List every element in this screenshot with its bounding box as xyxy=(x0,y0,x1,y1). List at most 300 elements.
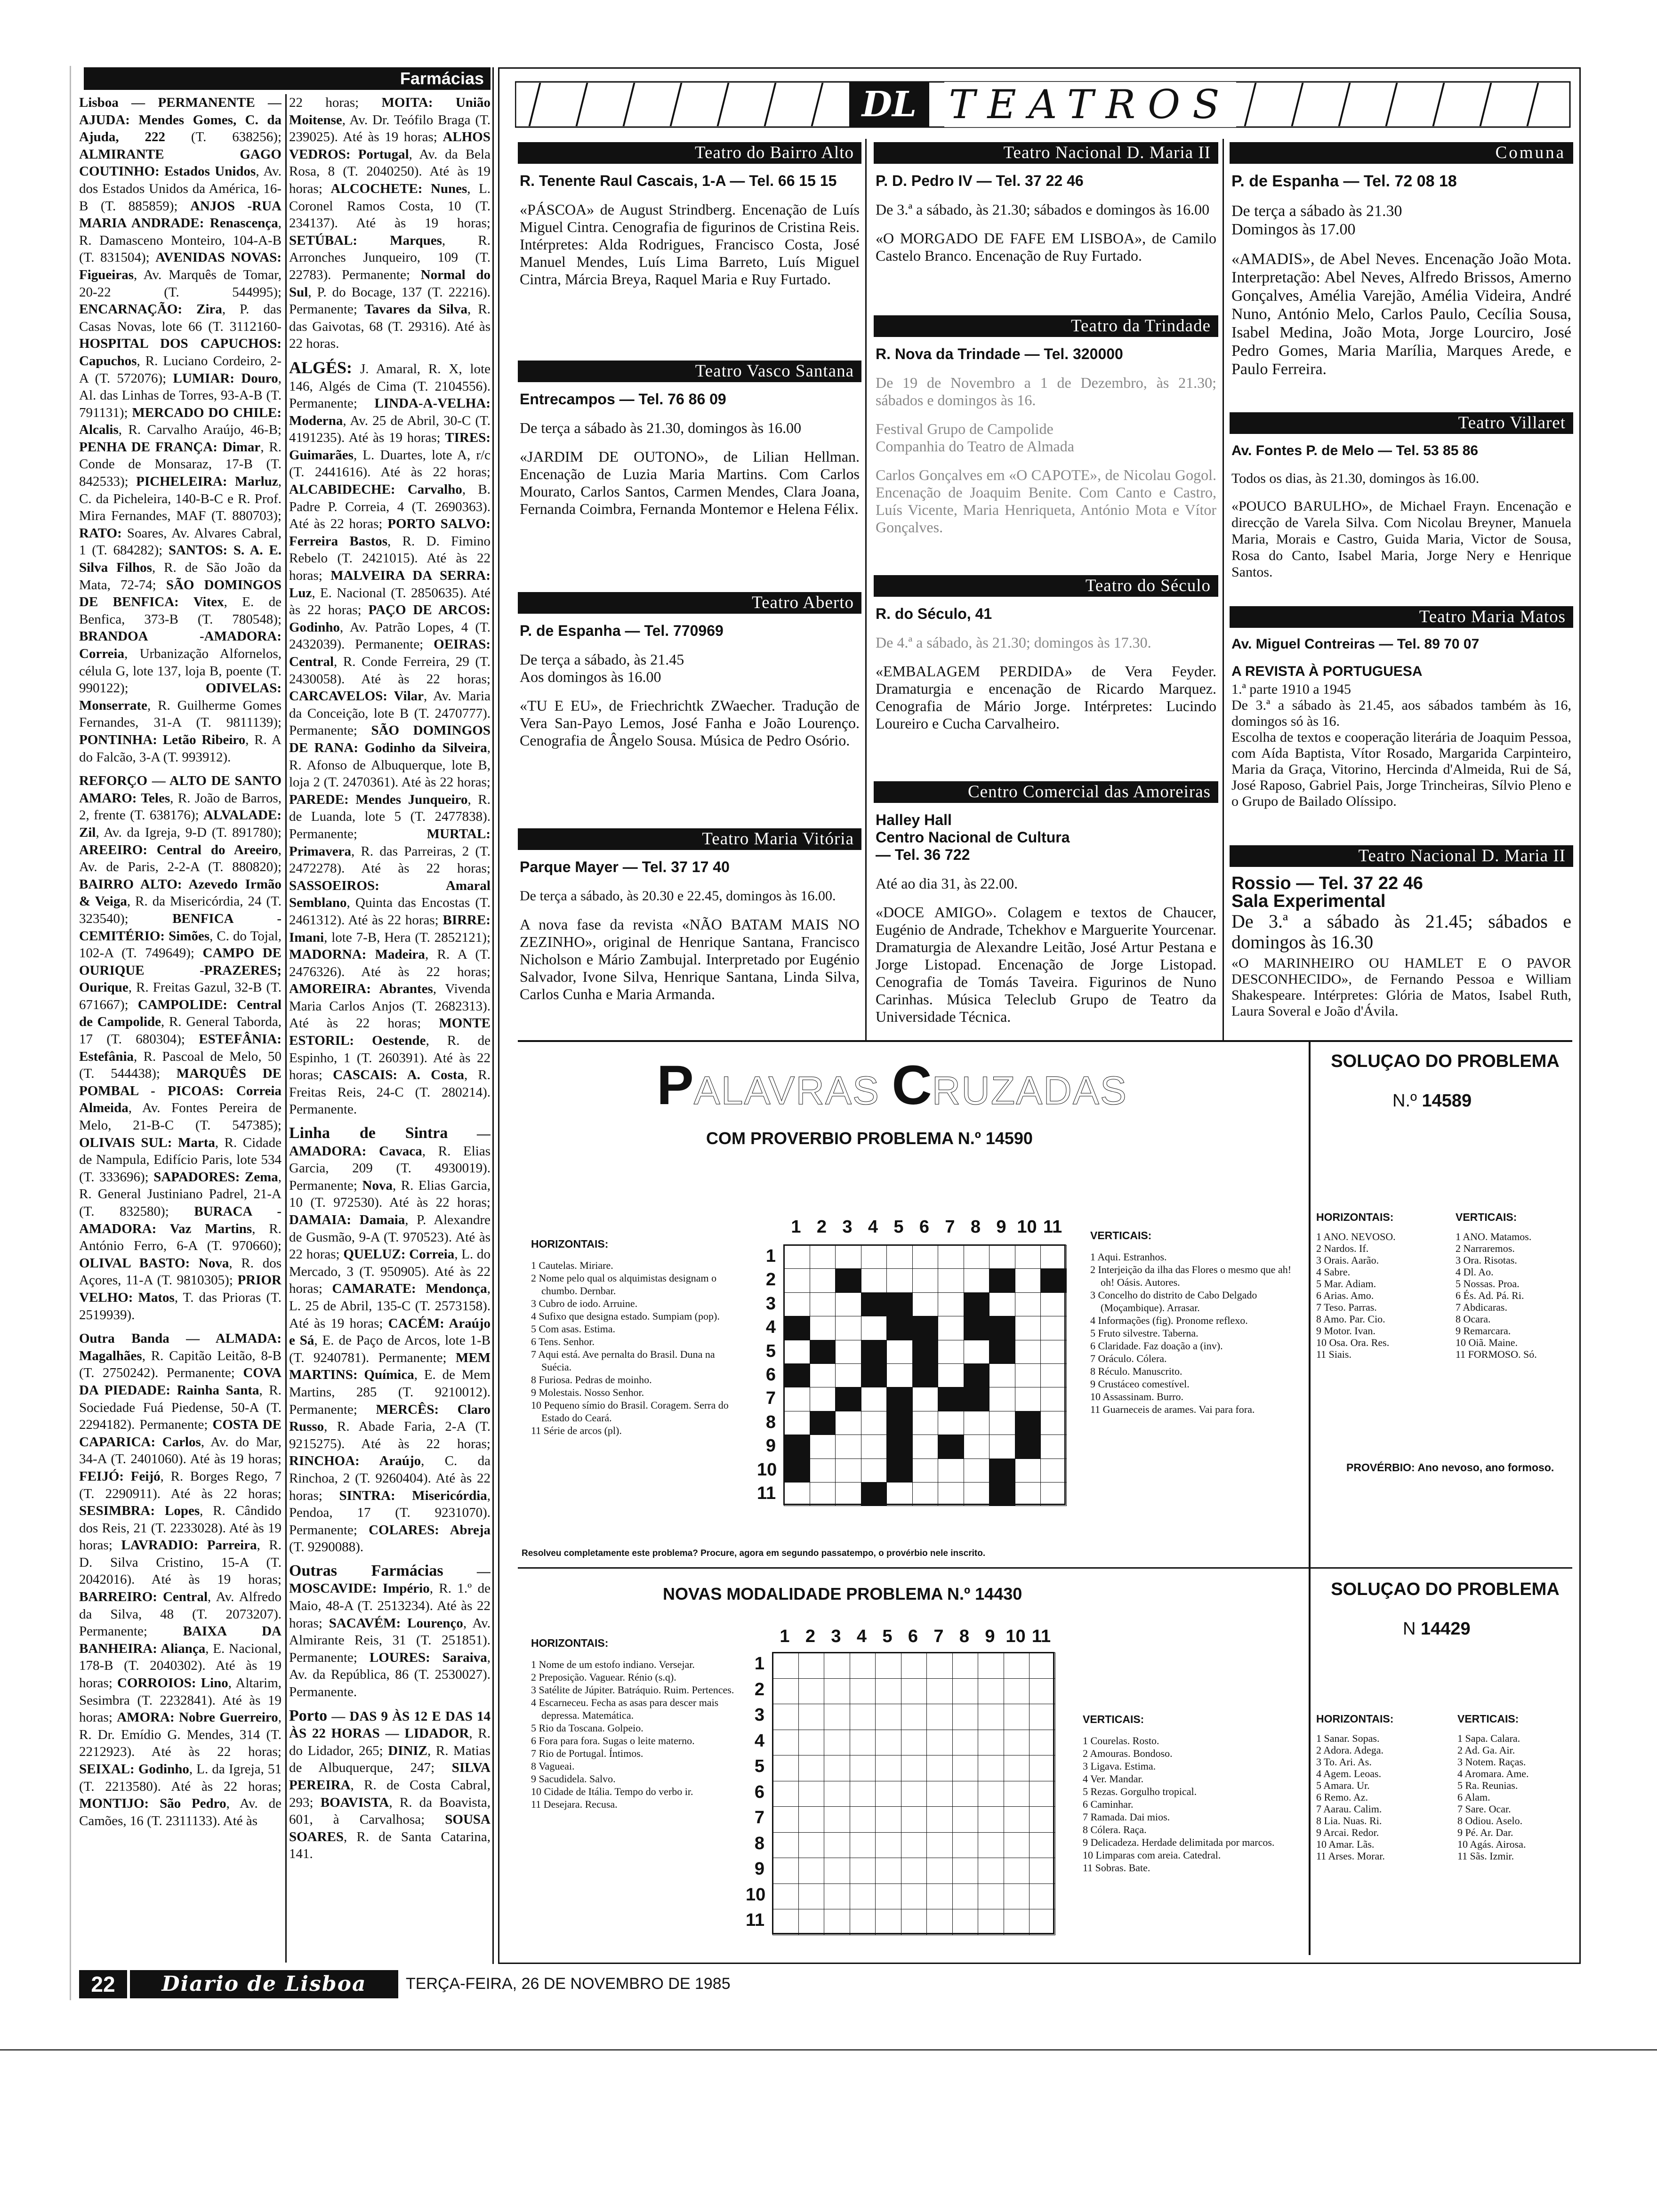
theatre-name: Centro Comercial das Amoreiras xyxy=(874,781,1218,803)
solution-entry: 9 Pé. Ar. Dar. xyxy=(1457,1827,1513,1838)
clue: 8 Vagueai. xyxy=(531,1760,575,1772)
grid-cell xyxy=(798,1806,825,1833)
column-number: 9 xyxy=(996,1217,1006,1237)
theatre-trindade xyxy=(874,315,1218,560)
grid-cell xyxy=(978,1704,1004,1730)
theatre-name: Teatro Maria Vitória xyxy=(518,828,861,850)
theatre-description: Carlos Gonçalves em «O CAPOTE», de Nicolau Gogol. Encenação de Joaquim Benite. Com Canto e Castro, Luís Vicente, Maria Henriqueta, António Mota e Vítor Gonçalves. xyxy=(876,466,1216,536)
grid-cell xyxy=(810,1292,836,1316)
grid-cell xyxy=(952,1755,979,1781)
theatre-description: 1.ª parte 1910 a 1945 De 3.ª a sábado às 21.45, aos sábados também às 16, domingos só às 16. Escolha de textos e cooperação literária de Joaquim Pessoa, com Aída Baptista, Vítor Rosado, Margarida Carpinteiro, Maria da Graça, Vitorino, Hercinda d'Almeida, Rui de Sá, José Raposo, Gabriel Pais, Jorge Trincheiras, Sílvio Pleno e o Grupo de Bailado Olíssipo. xyxy=(1231,681,1571,809)
clue: 8 Réculo. Manuscrito. xyxy=(1090,1365,1182,1377)
solution-entry: 3 Notem. Raças. xyxy=(1457,1756,1526,1768)
grid-cell xyxy=(1029,1806,1055,1833)
grid-cell xyxy=(952,1883,979,1910)
column-number: 11 xyxy=(1031,1627,1051,1646)
clue: 1 Cautelas. Miriare. xyxy=(531,1259,613,1271)
grid-cell xyxy=(784,1268,810,1292)
grid-cell xyxy=(1029,1909,1055,1935)
solution2-number xyxy=(1403,1619,1471,1639)
grid-cell xyxy=(938,1411,964,1435)
grid-cell xyxy=(886,1245,913,1269)
theatre-description: A nova fase da revista «NÃO BATAM MAIS NO ZEZINHO», original de Henrique Santana, Francisco Nicholson e Mário Zambujal. Interpretado por Eugénio Salvador, Ivone Silva, Henrique Santana, Linda Silva, Carlos Cunha e Maria Armanda. xyxy=(520,916,860,1002)
problem-divider xyxy=(518,1567,1309,1569)
column-number: 7 xyxy=(945,1217,955,1237)
row-number: 3 xyxy=(754,1705,764,1725)
number-value: 14589 xyxy=(1422,1091,1472,1111)
grid-cell xyxy=(824,1781,850,1807)
grid-cell xyxy=(926,1832,953,1859)
solution-entry: 7 Abdicaras. xyxy=(1456,1301,1507,1313)
clue: 9 Molestais. Nosso Senhor. xyxy=(531,1387,644,1398)
grid-cell xyxy=(1040,1245,1067,1269)
solution-entry: 5 Mar. Adiam. xyxy=(1316,1278,1376,1290)
grid-cell xyxy=(835,1482,861,1506)
grid-cell xyxy=(850,1781,876,1807)
clue: 2 Nome pelo qual os alquimistas designam o chumbo. Dernbar. xyxy=(531,1272,717,1297)
grid-cell xyxy=(926,1678,953,1705)
clue: 4 Informações (fig). Pronome reflexo. xyxy=(1090,1314,1248,1326)
grid-cell xyxy=(772,1858,799,1884)
grid-cell xyxy=(901,1806,927,1833)
grid-cell xyxy=(835,1459,861,1483)
grid-cell xyxy=(784,1340,810,1364)
grid-cell xyxy=(938,1292,964,1316)
problem1-footer: Resolveu completamente este problema? Procure, agora em segundo passatempo, o provérbio nele inscrito. xyxy=(522,1548,986,1558)
banner-slat xyxy=(1244,83,1257,126)
grid-cell xyxy=(989,1387,1015,1411)
solution-entry: 2 Narraremos. xyxy=(1456,1242,1515,1254)
problem1-vertical-clues xyxy=(1090,1229,1292,1416)
grid-cell xyxy=(901,1909,927,1935)
row-number: 1 xyxy=(754,1654,764,1674)
column-number: 11 xyxy=(1043,1217,1062,1237)
theatre-address: R. Nova da Trindade — Tel. 320000 xyxy=(876,345,1123,362)
theatre-comuna xyxy=(1230,142,1573,406)
solution-entry: 9 Motor. Ivan. xyxy=(1316,1325,1375,1337)
banner-slat xyxy=(1527,83,1539,126)
column-number: 1 xyxy=(791,1217,801,1237)
grid-cell xyxy=(835,1292,861,1316)
row-number: 11 xyxy=(757,1483,776,1503)
theatres-banner xyxy=(515,79,1571,131)
theatre-description: «EMBALAGEM PERDIDA» de Vera Feyder. Dramaturgia e encenação de Ricardo Marquez. Cenografia de Mário Jorge. Intérpretes: Lucindo Loureiro e Cucha Carvalheiro. xyxy=(876,663,1216,732)
solution-entry: 4 Dl. Ao. xyxy=(1456,1266,1494,1278)
grid-cell xyxy=(886,1268,913,1292)
grid-cell xyxy=(912,1435,939,1459)
solution-entry: 6 Remo. Az. xyxy=(1316,1791,1368,1803)
grid-cell xyxy=(952,1806,979,1833)
theatre-address: P. de Espanha — Tel. 770969 xyxy=(520,622,724,639)
clue: 10 Assassinam. Burro. xyxy=(1090,1391,1183,1403)
grid-cell xyxy=(964,1387,990,1411)
theatre-name: Teatro Nacional D. Maria II xyxy=(1230,845,1573,867)
solution-entry: 11 Sãs. Izmir. xyxy=(1457,1850,1514,1862)
grid-cell xyxy=(964,1292,990,1316)
grid-cell xyxy=(938,1245,964,1269)
grid-cell xyxy=(1040,1387,1067,1411)
grid-cell xyxy=(772,1678,799,1705)
solution-entry: 4 Agem. Leoas. xyxy=(1316,1768,1382,1779)
solution-entry: 4 Aromara. Ame. xyxy=(1457,1768,1529,1779)
grid-cell xyxy=(901,1755,927,1781)
sol-heading: HORIZONTAIS: xyxy=(1316,1211,1394,1223)
grid-cell xyxy=(772,1883,799,1910)
grid-cell xyxy=(964,1482,990,1506)
theatre-address: P. D. Pedro IV — Tel. 37 22 46 xyxy=(876,172,1084,189)
grid-cell xyxy=(901,1704,927,1730)
banner-slat xyxy=(717,83,730,126)
row-number: 4 xyxy=(765,1317,776,1338)
row-number: 9 xyxy=(765,1436,776,1456)
grid-cell xyxy=(978,1755,1004,1781)
grid-cell xyxy=(938,1340,964,1364)
clue: 4 Ver. Mandar. xyxy=(1083,1773,1144,1785)
grid-cell xyxy=(798,1832,825,1859)
grid-cell xyxy=(1040,1340,1067,1364)
grid-cell xyxy=(875,1806,901,1833)
solution1-title: SOLUÇAO DO PROBLEMA xyxy=(1331,1051,1560,1071)
grid-cell xyxy=(989,1292,1015,1316)
clue: 9 Crustáceo comestível. xyxy=(1090,1378,1190,1390)
banner-slat xyxy=(764,83,777,126)
grid-cell xyxy=(912,1340,939,1364)
solution-entry: 11 Arses. Morar. xyxy=(1316,1850,1385,1862)
column-number: 4 xyxy=(868,1217,878,1237)
clue: 3 Concelho do distrito de Cabo Delgado (Moçambique). Arrasar. xyxy=(1090,1289,1257,1314)
theatre-name: Teatro Villaret xyxy=(1230,412,1573,434)
grid1-row-numbers xyxy=(757,1244,780,1505)
theatre-maria-matos xyxy=(1230,606,1573,842)
grid-cell xyxy=(835,1245,861,1269)
crossword-title xyxy=(657,1053,1174,1119)
grid-cell xyxy=(1004,1832,1030,1859)
solution-divider xyxy=(1309,1042,1311,1955)
clue: 3 Cubro de iodo. Arruine. xyxy=(531,1298,638,1309)
grid-cell xyxy=(964,1411,990,1435)
pharmacies-rule xyxy=(285,94,287,1963)
column-number: 8 xyxy=(959,1627,970,1646)
grid-cell xyxy=(978,1781,1004,1807)
grid-cell xyxy=(798,1704,825,1730)
column-number: 2 xyxy=(805,1627,816,1646)
grid-cell xyxy=(926,1909,953,1935)
row-number: 9 xyxy=(754,1859,764,1879)
row-number: 7 xyxy=(765,1388,776,1409)
theatre-description: «PÁSCOA» de August Strindberg. Encenação de Luís Miguel Cintra. Cenografia de figurinos de Cristina Reis. Intérpretes: Alda Rodrigues, Francisco Costa, José Manuel Mendes, Luís Lima Barreto, Luís Miguel Cintra, Márcia Breya, Raquel Maria e Ruy Furtado. xyxy=(520,201,860,288)
grid-cell xyxy=(1015,1316,1041,1340)
grid-cell xyxy=(861,1363,887,1387)
solution-entry: 3 Ora. Risotas. xyxy=(1456,1254,1517,1266)
clue: 9 Sacudidela. Salvo. xyxy=(531,1773,616,1785)
clue: 3 Ligava. Estima. xyxy=(1083,1760,1156,1772)
solution1-horizontal xyxy=(1316,1211,1448,1360)
theatre-name: Teatro Nacional D. Maria II xyxy=(874,142,1218,164)
grid-cell xyxy=(835,1387,861,1411)
solution-entry: 10 Oiã. Maine. xyxy=(1456,1337,1518,1348)
grid-cell xyxy=(1004,1730,1030,1756)
grid-cell xyxy=(1015,1268,1041,1292)
clue: 6 Claridade. Faz doação a (inv). xyxy=(1090,1340,1223,1352)
grid-cell xyxy=(875,1652,901,1679)
row-number: 3 xyxy=(765,1293,776,1314)
grid-cell xyxy=(1029,1730,1055,1756)
pharmacy-porto: Porto — DAS 9 ÀS 12 E DAS 14 ÀS 22 HORAS — LIDADOR, R. do Lidador, 265; DINIZ, R. Matias de Albuquerque, 247; SILVA PEREIRA, R. de Costa Cabral, 293; BOAVISTA, R. da Boavista, 601, à Carvalhosa; SOUSA SOARES, R. de Santa Catarina, 141. xyxy=(289,1707,491,1862)
problem1-horizontal-clues xyxy=(531,1238,739,1437)
grid-cell xyxy=(875,1909,901,1935)
grid-cell xyxy=(952,1858,979,1884)
banner-slat xyxy=(1480,83,1492,126)
grid-cell xyxy=(1015,1482,1041,1506)
grid-cell xyxy=(875,1755,901,1781)
column-number: 5 xyxy=(893,1217,904,1237)
row-number: 1 xyxy=(765,1246,776,1266)
solution-entry: 7 Aarau. Calim. xyxy=(1316,1803,1382,1815)
theatre-col-sep-1 xyxy=(865,139,867,1040)
theatre-name: Teatro do Século xyxy=(874,575,1218,597)
grid-cell xyxy=(964,1316,990,1340)
theatre-description: «AMADIS», de Abel Neves. Encenação João Mota. Interpretação: Abel Neves, Alfredo Brissos, Amerno Gonçalves, Amélia Varejão, Amélia Videira, André Nuno, António Melo, Carlos Paulo, Cecília Sousa, Isabel Medina, João Mota, Jorge Lourciro, José Pedro Gomes, Maria Marília, Marques Arede, e Paulo Ferreira. xyxy=(1231,250,1571,378)
sol-heading: VERTICAIS: xyxy=(1456,1211,1517,1223)
row-number: 5 xyxy=(765,1341,776,1361)
clue: 4 Sufixo que designa estado. Sumpiam (pop). xyxy=(531,1310,720,1322)
grid-cell xyxy=(1029,1678,1055,1705)
clues-heading: VERTICAIS: xyxy=(1083,1713,1144,1725)
column-number: 3 xyxy=(842,1217,853,1237)
crossword-grid-2 xyxy=(772,1652,1054,1934)
grid-cell xyxy=(1004,1652,1030,1679)
grid-cell xyxy=(1015,1387,1041,1411)
grid-cell xyxy=(1040,1459,1067,1483)
grid-cell xyxy=(912,1482,939,1506)
grid-cell xyxy=(861,1245,887,1269)
grid-cell xyxy=(978,1652,1004,1679)
grid-cell xyxy=(912,1459,939,1483)
grid-cell xyxy=(1015,1292,1041,1316)
problem1-subtitle: COM PROVERBIO PROBLEMA N.º 14590 xyxy=(706,1129,1033,1148)
solution-entry: 8 Lia. Nuas. Ri. xyxy=(1316,1815,1382,1827)
grid-cell xyxy=(926,1755,953,1781)
grid-cell xyxy=(784,1292,810,1316)
grid-cell xyxy=(772,1832,799,1859)
grid-cell xyxy=(810,1459,836,1483)
problem2-vertical-clues xyxy=(1083,1713,1290,1874)
grid-cell xyxy=(861,1340,887,1364)
grid-cell xyxy=(861,1292,887,1316)
grid-cell xyxy=(978,1858,1004,1884)
footer-date: TERÇA-FEIRA, 26 DE NOVEMBRO DE 1985 xyxy=(406,1975,731,1993)
sol-heading: HORIZONTAIS: xyxy=(1316,1713,1394,1725)
grid-cell xyxy=(989,1340,1015,1364)
grid-cell xyxy=(772,1704,799,1730)
banner-slat xyxy=(670,83,683,126)
grid-cell xyxy=(835,1316,861,1340)
clue: 2 Interjeição da ilha das Flores o mesmo que ah! oh! Oásis. Autores. xyxy=(1090,1264,1292,1288)
grid-cell xyxy=(926,1883,953,1910)
grid-cell xyxy=(938,1387,964,1411)
pharmacy-outra-banda: Outra Banda — ALMADA: Magalhães, R. Capitão Leitão, 8-B (T. 2750242). Permanente; COVA DA PIEDADE: Rainha Santa, R. Sociedade Fuá Piedense, 50-A (T. 2294182). Permanente; COSTA DE CAPARICA: Carlos, Av. do Mar, 34-A (T. 2401060). Até às 19 horas; FEIJÓ: Feijó, R. Borges Rego, 7 (T. 2290911). Até às 22 horas; SESIMBRA: Lopes, R. Cândido dos Reis, 21 (T. 2233028). Até às 19 horas; LAVRADIO: Parreira, R. D. Silva Cristino, 15-A (T. 2042016). Até às 19 horas; BARREIRO: Central, Av. Alfredo da Silva, 48 (T. 2073207). Permanente; BAIXA DA BANHEIRA: Aliança, E. Nacional, 178-B (T. 2040302). Até às 19 horas; CORROIOS: Lino, Altarim, Sesimbra (T. 2232841). Até às 19 horas; AMORA: Nobre Guerreiro, R. Dr. Emídio G. Mendes, 314 (T. 2212923). Até às 22 horas; SEIXAL: Godinho, L. da Igreja, 51 (T. 2213580). Até às 22 horas; MONTIJO: São Pedro, Av. de Camões, 16 (T. 2311133). Até às xyxy=(79,1331,282,1828)
theatre-dmaria-ii-experimental xyxy=(1230,845,1573,1038)
grid-cell xyxy=(938,1316,964,1340)
number-prefix: N.º xyxy=(1392,1091,1417,1111)
theatre-name: Teatro Vasco Santana xyxy=(518,361,861,382)
grid-cell xyxy=(798,1781,825,1807)
grid-cell xyxy=(810,1340,836,1364)
grid-cell xyxy=(901,1730,927,1756)
solution1-proverb: PROVÉRBIO: Ano nevoso, ano formoso. xyxy=(1346,1461,1554,1474)
banner-logo: DL xyxy=(849,82,929,127)
row-number: 7 xyxy=(754,1808,764,1827)
theatre-schedule: De 3.ª a sábado às 21.45; sábados e domingos às 16.30 xyxy=(1231,911,1571,953)
column-number: 3 xyxy=(831,1627,841,1646)
clue: 7 Oráculo. Cólera. xyxy=(1090,1353,1167,1364)
grid-cell xyxy=(850,1730,876,1756)
banner-slat xyxy=(1291,83,1304,126)
solution-entry: 1 Sanar. Sopas. xyxy=(1316,1732,1380,1744)
grid-cell xyxy=(824,1806,850,1833)
grid-cell xyxy=(978,1909,1004,1935)
clue: 11 Série de arcos (pl). xyxy=(531,1425,622,1436)
banner-slat xyxy=(576,83,588,126)
grid-cell xyxy=(798,1858,825,1884)
column-number: 10 xyxy=(1017,1217,1037,1237)
clue: 11 Desejara. Recusa. xyxy=(531,1798,618,1810)
solution-entry: 8 Amo. Par. Cio. xyxy=(1316,1313,1385,1325)
grid-cell xyxy=(1004,1781,1030,1807)
theatre-name: Teatro do Bairro Alto xyxy=(518,142,861,164)
grid-cell xyxy=(772,1781,799,1807)
problem2-subtitle: NOVAS MODALIDADE PROBLEMA N.º 14430 xyxy=(663,1584,1022,1603)
problem2-horizontal-clues xyxy=(531,1637,738,1811)
theatre-schedule: De terça a sábado, às 21.45 Aos domingos às 16.00 xyxy=(520,651,684,685)
grid-cell xyxy=(824,1652,850,1679)
solution-entry: 8 Odiou. Aselo. xyxy=(1457,1815,1523,1827)
pharmacy-linha-sintra: Linha de Sintra — AMADORA: Cavaca, R. Elias Garcia, 209 (T. 4930019). Permanente; Nova, R. Elias Garcia, 10 (T. 972530). Até às 22 horas; DAMAIA: Damaia, P. Alexandre de Gusmão, 9-A (T. 970523). Até às 22 horas; QUELUZ: Correia, L. do Mercado, 3 (T. 950905). Até às 22 horas; CAMARATE: Mendonça, L. 25 de Abril, 135-C (T. 2573158). Até às 19 horas; CACÉM: Araújo e Sá, E. de Paço de Arcos, lote 1-B (T. 9240781). Permanente; MEM MARTINS: Química, E. de Mem Martins, 285 (T. 9210012). Permanente; MERCÊS: Claro Russo, R. Abade Faria, 2-A (T. 9215275). Até às 22 horas; RINCHOA: Araújo, C. da Rinchoa, 2 (T. 9260404). Até às 22 horas; SINTRA: Misericórdia, Pendoa, 17 (T. 9231070). Permanente; COLARES: Abreja (T. 9290088). xyxy=(289,1124,491,1555)
grid-cell xyxy=(926,1730,953,1756)
theatre-bairro-alto xyxy=(518,142,861,349)
grid-cell xyxy=(810,1363,836,1387)
grid-cell xyxy=(1004,1909,1030,1935)
solution-entry: 4 Sabre. xyxy=(1316,1266,1351,1278)
column-number: 9 xyxy=(985,1627,995,1646)
theatre-maria-vitoria xyxy=(518,828,861,1035)
grid-cell xyxy=(835,1363,861,1387)
clue: 7 Rio de Portugal. Íntimos. xyxy=(531,1747,643,1759)
clues-heading: HORIZONTAIS: xyxy=(531,1238,609,1250)
grid-cell xyxy=(938,1363,964,1387)
title-initial-c: C xyxy=(892,1054,932,1116)
grid-cell xyxy=(772,1909,799,1935)
grid-cell xyxy=(912,1245,939,1269)
grid-cell xyxy=(810,1316,836,1340)
grid-cell xyxy=(772,1806,799,1833)
column-number: 8 xyxy=(970,1217,981,1237)
grid-cell xyxy=(952,1909,979,1935)
grid-cell xyxy=(850,1806,876,1833)
solution-entry: 9 Arcai. Redor. xyxy=(1316,1827,1379,1838)
solution-entry: 6 Arias. Amo. xyxy=(1316,1290,1374,1301)
grid-cell xyxy=(850,1755,876,1781)
grid-cell xyxy=(824,1909,850,1935)
grid-cell xyxy=(989,1435,1015,1459)
grid-cell xyxy=(1029,1781,1055,1807)
grid-cell xyxy=(861,1435,887,1459)
pharmacies-border-right xyxy=(492,67,494,1964)
grid-cell xyxy=(978,1806,1004,1833)
grid-cell xyxy=(912,1363,939,1387)
grid-cell xyxy=(810,1268,836,1292)
theatre-schedule: De terça a sábado, às 20.30 e 22.45, domingos às 16.00. xyxy=(520,888,836,904)
column-number: 10 xyxy=(1005,1627,1026,1646)
grid-cell xyxy=(952,1652,979,1679)
grid-cell xyxy=(964,1340,990,1364)
grid-cell xyxy=(938,1482,964,1506)
clues-heading: HORIZONTAIS: xyxy=(531,1637,609,1649)
grid-cell xyxy=(1004,1883,1030,1910)
grid-cell xyxy=(861,1482,887,1506)
theatre-schedule: Todos os dias, às 21.30, domingos às 16.00. xyxy=(1231,471,1480,486)
grid-cell xyxy=(824,1883,850,1910)
column-number: 7 xyxy=(933,1627,944,1646)
grid-cell xyxy=(926,1806,953,1833)
clue: 2 Preposição. Vaguear. Rénio (s.q). xyxy=(531,1671,676,1683)
grid-cell xyxy=(835,1268,861,1292)
grid-cell xyxy=(835,1340,861,1364)
grid-cell xyxy=(978,1832,1004,1859)
grid-cell xyxy=(1004,1704,1030,1730)
grid-cell xyxy=(1040,1292,1067,1316)
grid-cell xyxy=(886,1363,913,1387)
theatre-dmaria-ii xyxy=(874,142,1218,307)
grid-cell xyxy=(784,1387,810,1411)
grid-cell xyxy=(912,1292,939,1316)
solution-entry: 6 Alam. xyxy=(1457,1791,1490,1803)
grid-cell xyxy=(886,1292,913,1316)
grid-cell xyxy=(861,1411,887,1435)
theatre-address: Parque Mayer — Tel. 37 17 40 xyxy=(520,858,730,875)
solution2-title: SOLUÇAO DO PROBLEMA xyxy=(1331,1579,1560,1599)
grid-cell xyxy=(1040,1482,1067,1506)
grid-cell xyxy=(1015,1459,1041,1483)
solution-entry: 10 Osa. Ora. Res. xyxy=(1316,1337,1390,1348)
grid-cell xyxy=(978,1730,1004,1756)
grid-cell xyxy=(952,1832,979,1859)
grid-cell xyxy=(901,1652,927,1679)
grid-cell xyxy=(784,1245,810,1269)
grid-cell xyxy=(810,1411,836,1435)
sol-heading: VERTICAIS: xyxy=(1457,1713,1519,1725)
pharmacy-column-1 xyxy=(79,94,282,1958)
pharmacy-lisboa-reforco: REFORÇO — ALTO DE SANTO AMARO: Teles, R. João de Barros, 2, frente (T. 638176); ALVALADE: Zil, Av. da Igreja, 9-D (T. 891780); AREEIRO: Central do Areeiro, Av. de Paris, 2-2-A (T. 880820); BAIRRO ALTO: Azevedo Irmão & Veiga, R. da Misericórdia, 24 (T. 323540); BENFICA - CEMITÉRIO: Simões, C. do Tojal, 102-A (T. 749649); CAMPO DE OURIQUE -PRAZERES; Ourique, R. Freitas Gazul, 32-B (T. 671667); CAMPOLIDE: Central de Campolide, R. General Taborda, 17 (T. 680304); ESTEFÂNIA: Estefânia, R. Pascoal de Melo, 50 (T. 544438); MARQUÊS DE POMBAL - PICOAS: Correia Almeida, Av. Fontes Pereira de Melo, 21-B-C (T. 547385); OLIVAIS SUL: Marta, R. Cidade de Nampula, Edifício Paris, lote 534 (T. 333696); SAPADORES: Zema, R. General Justiniano Padrel, 21-A (T. 832580); BURACA - AMADORA: Vaz Martins, R. António Ferro, 6-A (T. 970660); OLIVAL BASTO: Nova, R. dos Açores, 11-A (T. 9810305); PRIOR VELHO: Matos, T. das Prioras (T. 2519939). xyxy=(79,773,282,1322)
grid-cell xyxy=(989,1316,1015,1340)
grid-cell xyxy=(964,1268,990,1292)
grid-cell xyxy=(989,1482,1015,1506)
solution-entry: 7 Teso. Parras. xyxy=(1316,1301,1377,1313)
clue: 8 Cólera. Raça. xyxy=(1083,1824,1147,1835)
clue: 11 Guarneceis de arames. Vai para fora. xyxy=(1090,1403,1255,1415)
grid-cell xyxy=(875,1781,901,1807)
grid-cell xyxy=(964,1363,990,1387)
grid-cell xyxy=(1004,1755,1030,1781)
grid-cell xyxy=(850,1883,876,1910)
theatre-name: Teatro da Trindade xyxy=(874,315,1218,337)
grid-cell xyxy=(952,1704,979,1730)
grid-cell xyxy=(912,1387,939,1411)
solution-entry: 11 FORMOSO. Só. xyxy=(1456,1348,1537,1360)
grid-cell xyxy=(978,1678,1004,1705)
clue: 5 Com asas. Estima. xyxy=(531,1323,616,1335)
grid-cell xyxy=(1040,1435,1067,1459)
